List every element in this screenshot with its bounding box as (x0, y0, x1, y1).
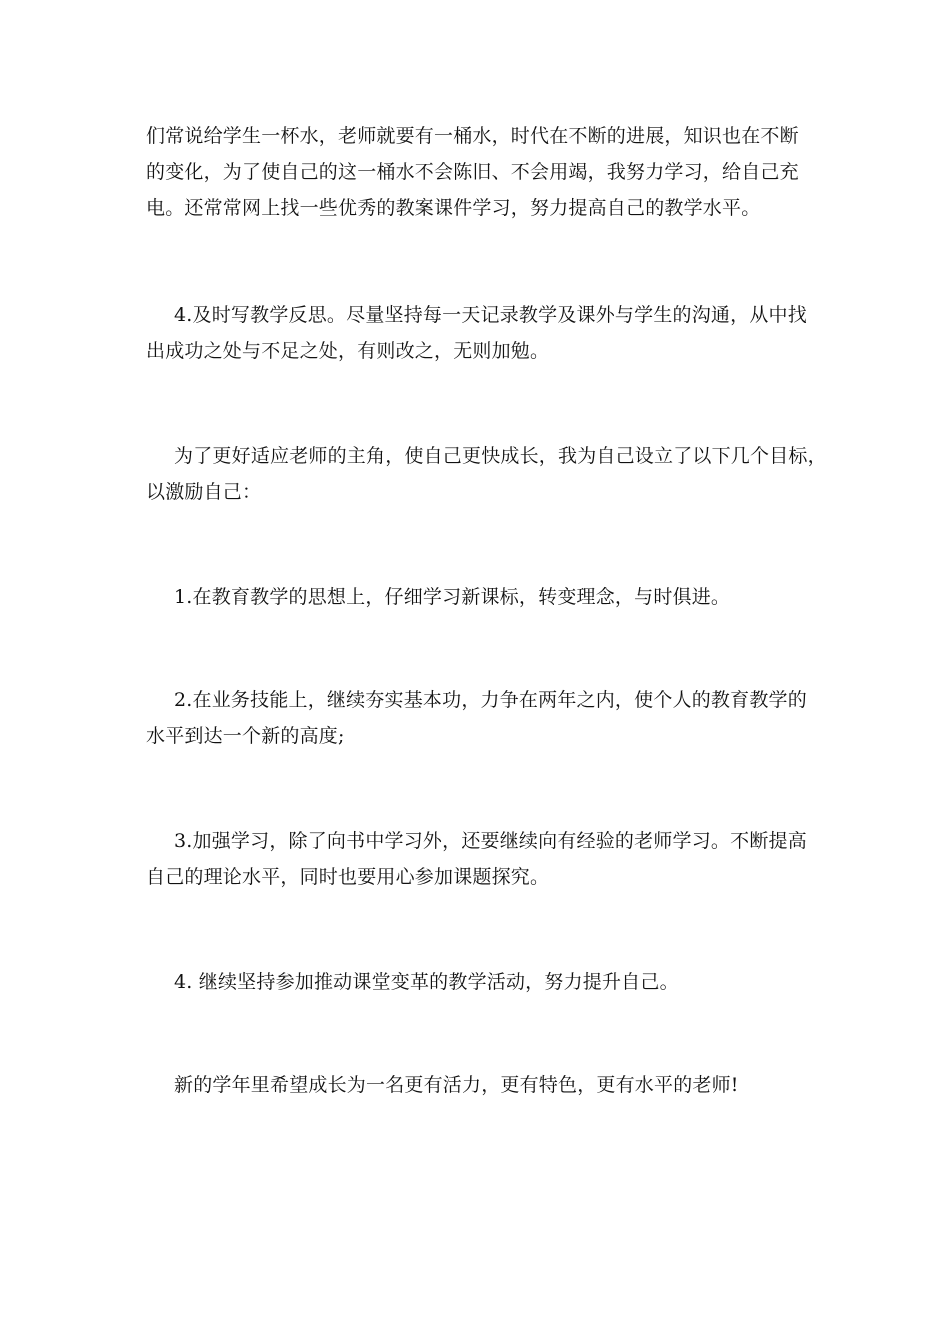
text-line: 出成功之处与不足之处，有则改之，无则加勉。 (146, 340, 550, 362)
paragraph-reflection (146, 297, 816, 369)
paragraph-goal-4 (146, 964, 816, 1000)
text-line: 自己的理论水平，同时也要用心参加课题探究。 (146, 866, 550, 888)
text-line: 新的学年里希望成长为一名更有活力，更有特色，更有水平的老师! (174, 1074, 739, 1096)
paragraph-goal-1 (146, 579, 816, 615)
text-line: 电。还常常网上找一些优秀的教案课件学习，努力提高自己的教学水平。 (146, 197, 761, 219)
text-line: 2.在业务技能上，继续夯实基本功，力争在两年之内，使个人的教育教学的 (174, 689, 807, 711)
text-line: 以激励自己： (146, 481, 262, 503)
text-line: 水平到达一个新的高度; (146, 725, 345, 747)
text-line: 们常说给学生一杯水，老师就要有一桶水，时代在不断的进展，知识也在不断 (146, 125, 799, 147)
text-line: 为了更好适应老师的主角，使自己更快成长，我为自己设立了以下几个目标， (174, 445, 827, 467)
text-line: 4.及时写教学反思。尽量坚持每一天记录教学及课外与学生的沟通，从中找 (174, 304, 807, 326)
paragraph-goal-3 (146, 823, 816, 895)
text-line: 1.在教育教学的思想上，仔细学习新课标，转变理念，与时俱进。 (174, 586, 731, 608)
text-line: 3.加强学习，除了向书中学习外，还要继续向有经验的老师学习。不断提高 (174, 830, 807, 852)
text-line: 的变化，为了使自己的这一桶水不会陈旧、不会用竭，我努力学习，给自己充 (146, 161, 799, 183)
text-line: 4. 继续坚持参加推动课堂变革的教学活动，努力提升自己。 (174, 971, 679, 993)
paragraph-closing (146, 1067, 816, 1103)
paragraph-goals-intro (146, 438, 827, 510)
paragraph-continuation (146, 118, 816, 226)
paragraph-goal-2 (146, 682, 816, 754)
